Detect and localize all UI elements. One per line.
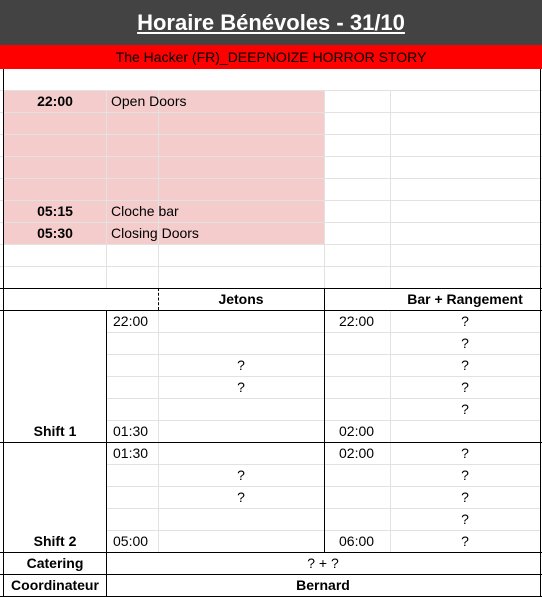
shift1-bar-start: 22:00 xyxy=(339,313,375,329)
shift2-jetons-slot: ? xyxy=(237,489,245,505)
schedule-time-bar-close: 05:15 xyxy=(37,203,73,219)
shift2-bar-slot: ? xyxy=(461,445,469,461)
column-header-bar: Bar + Rangement xyxy=(407,291,523,307)
coordinator-value: Bernard xyxy=(296,577,350,593)
shift1-bar-end: 02:00 xyxy=(339,423,375,439)
shift1-label: Shift 1 xyxy=(33,423,77,439)
schedule-event-bar-close: Cloche bar xyxy=(111,203,179,219)
title-bar xyxy=(0,0,542,45)
shift2-bar-slot: ? xyxy=(461,467,469,483)
shift2-bar-slot: ? xyxy=(461,489,469,505)
schedule-time-closing: 05:30 xyxy=(37,225,73,241)
shift2-bar-slot: ? xyxy=(461,533,469,549)
catering-value: ? + ? xyxy=(307,555,339,571)
coordinator-label: Coordinateur xyxy=(11,577,99,593)
shift2-bar-end: 06:00 xyxy=(339,533,375,549)
shift2-jetons-slot: ? xyxy=(237,467,245,483)
shift1-bar-slot: ? xyxy=(461,401,469,417)
column-header-jetons: Jetons xyxy=(218,291,264,307)
schedule-event-closing: Closing Doors xyxy=(111,225,199,241)
shift1-bar-slot: ? xyxy=(461,313,469,329)
shift1-jetons-slot: ? xyxy=(237,357,245,373)
shift1-bar-slot: ? xyxy=(461,357,469,373)
shift2-bar-start: 02:00 xyxy=(339,445,375,461)
schedule-event-open: Open Doors xyxy=(111,93,187,109)
shift1-jetons-start: 22:00 xyxy=(113,313,149,329)
subtitle-bar xyxy=(0,45,542,69)
shift1-jetons-end: 01:30 xyxy=(113,423,149,439)
shift1-jetons-slot: ? xyxy=(237,379,245,395)
shift2-label: Shift 2 xyxy=(33,533,77,549)
shift2-jetons-start: 01:30 xyxy=(113,445,149,461)
page-title: Horaire Bénévoles - 31/10 xyxy=(137,9,405,35)
shift2-bar-slot: ? xyxy=(461,511,469,527)
schedule-time-open: 22:00 xyxy=(37,93,73,109)
catering-label: Catering xyxy=(26,555,84,571)
shift1-bar-slot: ? xyxy=(461,379,469,395)
shift2-jetons-end: 05:00 xyxy=(113,533,149,549)
event-subtitle: The Hacker (FR)_DEEPNOIZE HORROR STORY xyxy=(115,49,427,65)
shift1-bar-slot: ? xyxy=(461,335,469,351)
